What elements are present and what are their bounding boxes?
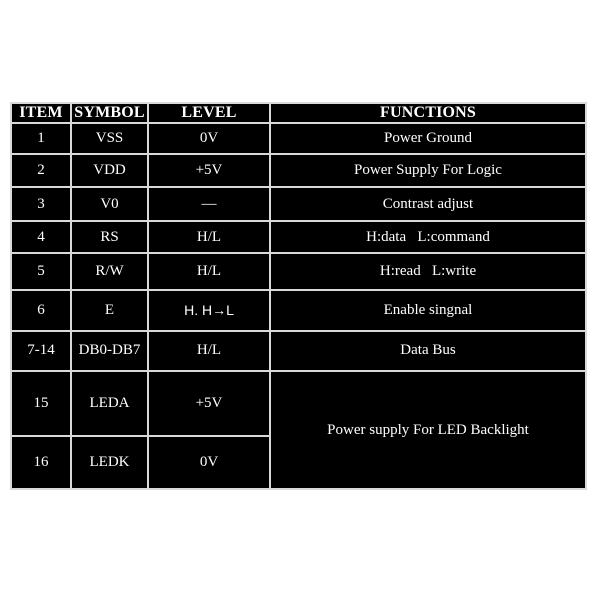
cell-function: Power supply For LED Backlight xyxy=(270,371,586,489)
table-row xyxy=(11,331,586,372)
cell-item: 6 xyxy=(11,290,71,331)
cell-item: 16 xyxy=(11,436,71,489)
cell-symbol: R/W xyxy=(71,253,148,290)
cell-level: H/L xyxy=(148,331,270,372)
table-row xyxy=(11,154,586,188)
cell-function: H:read L:write xyxy=(270,253,586,290)
cell-level: 0V xyxy=(148,123,270,153)
header-functions: FUNCTIONS xyxy=(270,103,586,123)
cell-level: H/L xyxy=(148,253,270,290)
pin-definition-table-container xyxy=(10,102,587,490)
cell-symbol: DB0-DB7 xyxy=(71,331,148,372)
cell-function: Power Ground xyxy=(270,123,586,153)
table-row xyxy=(11,253,586,290)
cell-symbol: LEDA xyxy=(71,371,148,436)
cell-item: 1 xyxy=(11,123,71,153)
cell-symbol: LEDK xyxy=(71,436,148,489)
cell-level: +5V xyxy=(148,154,270,188)
cell-item: 4 xyxy=(11,221,71,254)
cell-function: H:data L:command xyxy=(270,221,586,254)
cell-symbol: VDD xyxy=(71,154,148,188)
cell-symbol: V0 xyxy=(71,187,148,221)
header-level: LEVEL xyxy=(148,103,270,123)
table-row xyxy=(11,290,586,331)
cell-level: +5V xyxy=(148,371,270,436)
cell-item: 2 xyxy=(11,154,71,188)
cell-symbol: RS xyxy=(71,221,148,254)
table-row xyxy=(11,371,586,436)
table-header-row xyxy=(11,103,586,123)
cell-level: 0V xyxy=(148,436,270,489)
pin-definition-table xyxy=(10,102,587,490)
table-row xyxy=(11,221,586,254)
table-row xyxy=(11,187,586,221)
header-symbol: SYMBOL xyxy=(71,103,148,123)
cell-item: 5 xyxy=(11,253,71,290)
cell-item: 3 xyxy=(11,187,71,221)
cell-level: H. H→L xyxy=(148,290,270,331)
cell-symbol: E xyxy=(71,290,148,331)
cell-function: Contrast adjust xyxy=(270,187,586,221)
cell-function: Power Supply For Logic xyxy=(270,154,586,188)
cell-level: H/L xyxy=(148,221,270,254)
cell-symbol: VSS xyxy=(71,123,148,153)
cell-item: 15 xyxy=(11,371,71,436)
table-row xyxy=(11,123,586,153)
cell-item: 7-14 xyxy=(11,331,71,372)
cell-function: Data Bus xyxy=(270,331,586,372)
cell-function: Enable singnal xyxy=(270,290,586,331)
cell-level: — xyxy=(148,187,270,221)
header-item: ITEM xyxy=(11,103,71,123)
